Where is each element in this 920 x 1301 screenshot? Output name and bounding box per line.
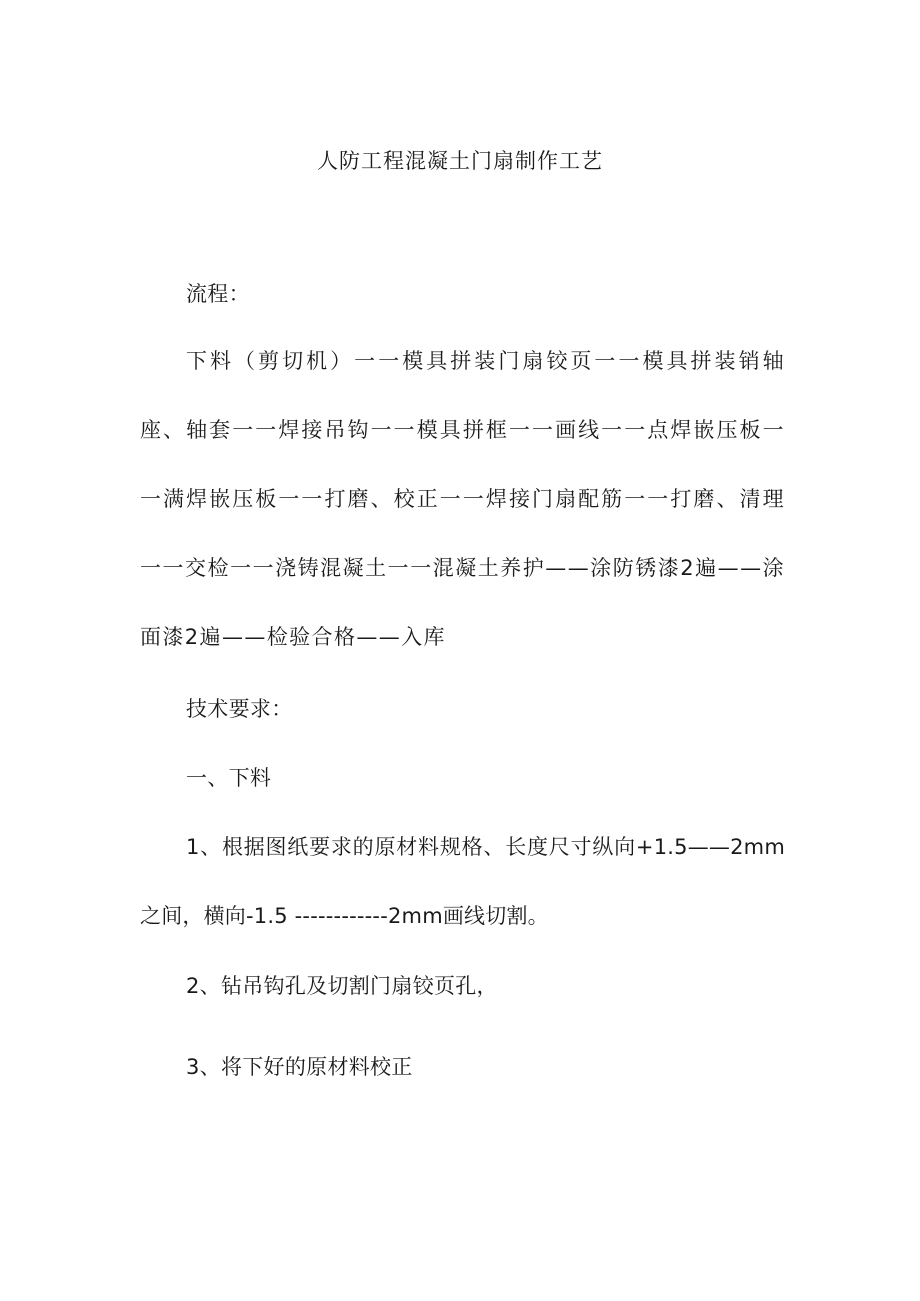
section-1-heading: 一、下料	[186, 766, 272, 790]
list-item-1: 1、根据图纸要求的原材料规格、长度尺寸纵向+1.5——2mm之间，横向-1.5 ------------2mm画线切割。	[140, 835, 785, 928]
flow-label: 流程：	[186, 282, 250, 306]
list-item-2: 2、钻吊钩孔及切割门扇铰页孔，	[186, 974, 498, 998]
document-title: 人防工程混凝土门扇制作工艺	[317, 149, 603, 173]
technical-requirements-label: 技术要求：	[186, 697, 293, 721]
flow-body-paragraph: 下料（剪切机）一一模具拼装门扇铰页一一模具拼装销轴座、轴套一一焊接吊钩一一模具拼框一一画线一一点焊嵌压板一一满焊嵌压板一一打磨、校正一一焊接门扇配筋一一打磨、清理一一交检一一浇铸混凝土一一混凝土养护——涂防锈漆2遍——涂面漆2遍——检验合格——入库	[140, 349, 785, 649]
list-item-3: 3、将下好的原材料校正	[186, 1055, 413, 1079]
